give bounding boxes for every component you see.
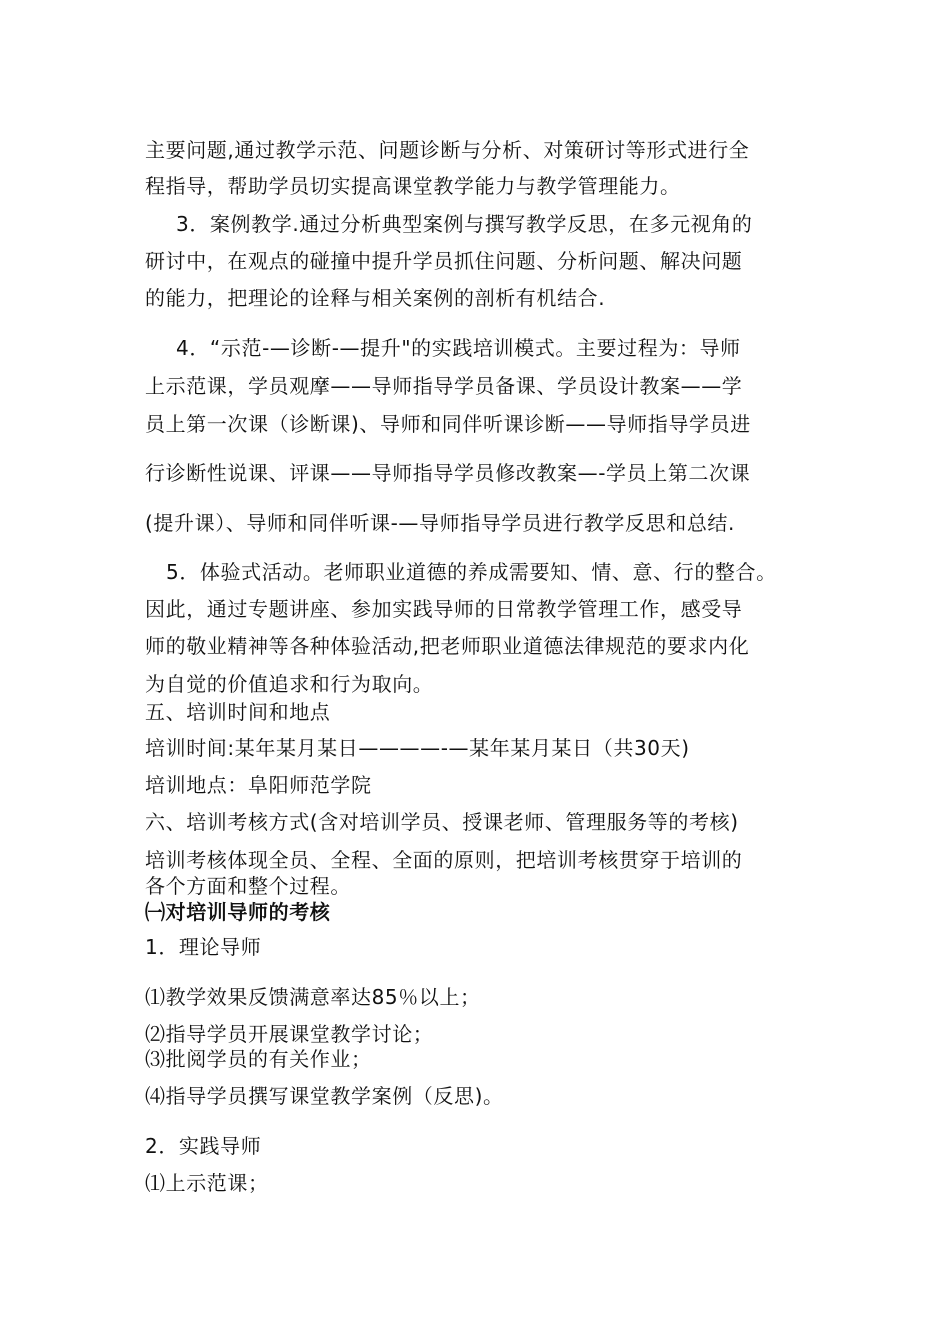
assessment-intro-line-1: 培训考核体现全员、全程、全面的原则，把培训考核贯穿于培训的 [145, 848, 743, 872]
item-5-line-4: 为自觉的价值追求和行为取向。 [145, 672, 434, 696]
item-4-line-4: 行诊断性说课、评课——导师指导学员修改教案—-学员上第二次课 [145, 461, 751, 485]
theory-item-2: ⑵指导学员开展课堂教学讨论； [145, 1022, 434, 1046]
item-4-line-1: 4．“示范-—诊断-—提升"的实践培训模式。主要过程为：导师 [176, 336, 741, 360]
assessment-intro-line-2: 各个方面和整个过程。 [145, 874, 351, 898]
item-3-line-2: 研讨中，在观点的碰撞中提升学员抓住问题、分析问题、解决问题 [145, 249, 743, 273]
item-3-line-3: 的能力，把理论的诠释与相关案例的剖析有机结合. [145, 286, 606, 310]
section-5-heading: 五、培训时间和地点 [145, 700, 331, 724]
item-5-line-1: 5．体验式活动。老师职业道德的养成需要知、情、意、行的整合。 [166, 560, 777, 584]
text-line-1: 主要问题,通过教学示范、问题诊断与分析、对策研讨等形式进行全 [145, 138, 750, 162]
training-time: 培训时间:某年某月某日————-—某年某月某日（共30天) [145, 736, 690, 760]
training-location: 培训地点：阜阳师范学院 [145, 773, 372, 797]
practice-item-1: ⑴上示范课； [145, 1171, 269, 1195]
text-line-2: 程指导，帮助学员切实提高课堂教学能力与教学管理能力。 [145, 174, 681, 198]
theory-item-1: ⑴教学效果反馈满意率达85％以上； [145, 985, 481, 1009]
theory-item-3: ⑶批阅学员的有关作业； [145, 1047, 372, 1071]
item-5-line-3: 师的敬业精神等各种体验活动,把老师职业道德法律规范的要求内化 [145, 634, 750, 658]
item-5-line-2: 因此，通过专题讲座、参加实践导师的日常教学管理工作，感受导 [145, 597, 743, 621]
item-4-line-2: 上示范课，学员观摩——导师指导学员备课、学员设计教案——学 [145, 374, 743, 398]
theory-mentor-heading: 1．理论导师 [145, 935, 262, 959]
practice-mentor-heading: 2．实践导师 [145, 1134, 262, 1158]
theory-item-4: ⑷指导学员撰写课堂教学案例（反思)。 [145, 1084, 504, 1108]
section-6-heading: 六、培训考核方式(含对培训学员、授课老师、管理服务等的考核) [145, 810, 739, 834]
item-3-line-1: 3．案例教学.通过分析典型案例与撰写教学反思，在多元视角的 [176, 212, 753, 236]
subsection-1-heading: ㈠对培训导师的考核 [145, 900, 331, 924]
item-4-line-3: 员上第一次课（诊断课)、导师和同伴听课诊断——导师指导学员进 [145, 412, 751, 436]
item-4-line-5: (提升课）、导师和同伴听课-—导师指导学员进行教学反思和总结. [145, 511, 735, 535]
